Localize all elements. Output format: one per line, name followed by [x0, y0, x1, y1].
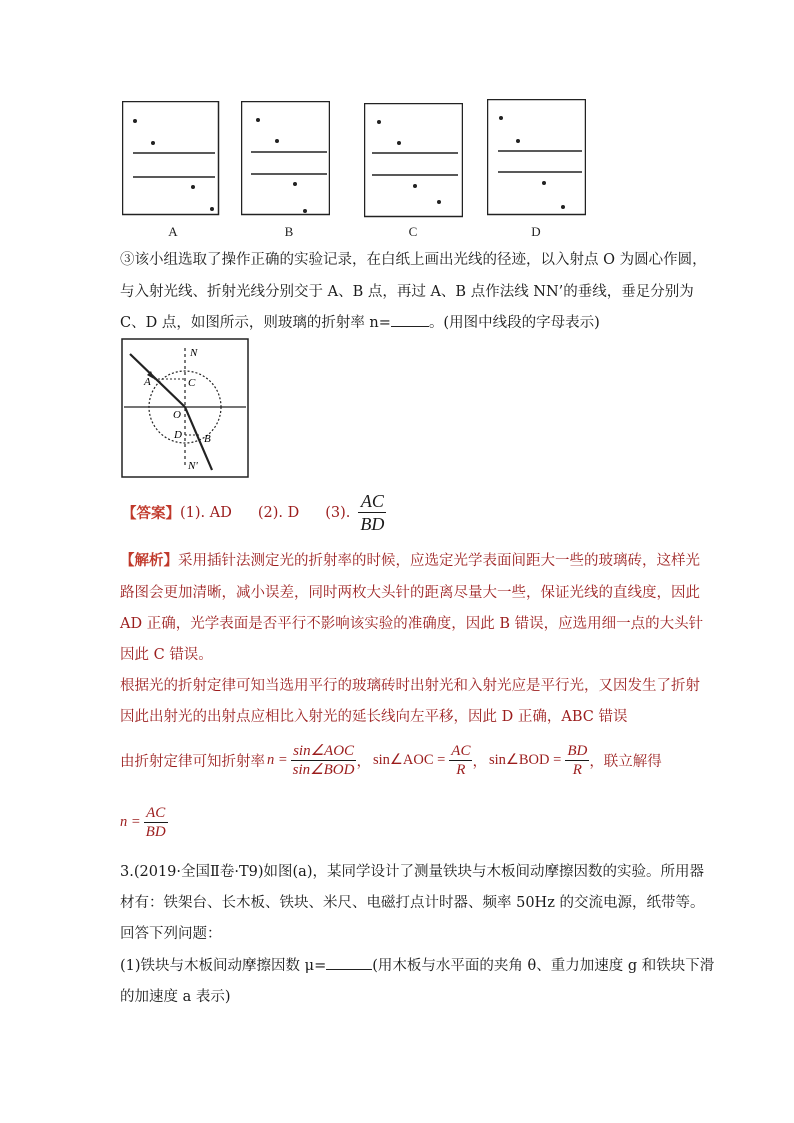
- final-result: [120, 804, 168, 841]
- label-n: N: [190, 347, 198, 359]
- frac-2-num: AC: [451, 743, 471, 759]
- analysis-line-2: 路图会更加清晰，减小误差，同时两枚大头针的距离尽量大一些，保证光线的直线度，因此: [120, 585, 700, 601]
- refraction-figure: [120, 338, 250, 484]
- question-3-line-5: 的加速度 a 表示): [120, 989, 231, 1005]
- derivation-frac-2: [449, 742, 472, 779]
- label-c: C: [188, 377, 196, 389]
- label-a: A: [144, 376, 151, 388]
- final-frac-den: BD: [145, 824, 166, 840]
- panel-label-b: B: [284, 224, 294, 239]
- derivation-sep-2: ，: [472, 754, 487, 770]
- panel-a-figure: [122, 101, 220, 216]
- question-3-line-4-text: (1)铁块与木板间动摩擦因数 μ=: [120, 958, 327, 974]
- answer-frac-den: BD: [360, 514, 385, 534]
- answer-2: (2). D: [257, 504, 300, 521]
- analysis-tag: 【解析】: [120, 552, 178, 569]
- q3-line-3: [120, 312, 600, 333]
- answer-1: (1). AD: [180, 504, 232, 521]
- analysis-line-5: 根据光的折射定律可知当选用平行的玻璃砖时出射光和入射光应是平行光，又因发生了折射: [120, 678, 700, 694]
- q3-line-3-text: C、D 点，如图所示，则玻璃的折射率 n=: [120, 315, 391, 331]
- derivation-sin-aoc: sin∠AOC =: [372, 752, 446, 768]
- final-n: n =: [120, 814, 141, 830]
- panel-c-figure: [364, 103, 463, 218]
- derivation-sep-1: ，: [356, 754, 371, 770]
- analysis-line-4: 因此 C 错误。: [120, 647, 213, 663]
- derivation-sin-bod: sin∠BOD =: [488, 752, 562, 768]
- question-3-line-2: 材有：铁架台、长木板、铁块、米尺、电磁打点计时器、频率 50Hz 的交流电源，纸带等。: [120, 895, 705, 911]
- frac-3-den: R: [572, 762, 582, 778]
- option-panel-b: [241, 101, 330, 216]
- derivation-suffix: ，联立解得: [589, 754, 662, 770]
- answer-3-label: (3).: [325, 504, 351, 521]
- answer-tag: 【答案】: [122, 505, 180, 522]
- q3-line-1: ③该小组选取了操作正确的实验记录，在白纸上画出光线的径迹，以入射点 O 为圆心作圆，: [120, 252, 707, 268]
- option-panel-d: [487, 99, 586, 216]
- analysis-line-1-text: 采用插针法测定光的折射率的时候，应选定光学表面间距大一些的玻璃砖，这样光: [178, 553, 700, 569]
- refraction-diagram: [120, 338, 250, 480]
- answer-blank: [391, 312, 429, 327]
- question-3-line-3: 回答下列问题：: [120, 926, 222, 942]
- frac-1-num: sin∠AOC: [291, 742, 357, 761]
- analysis-line-1: [120, 551, 700, 571]
- derivation-prefix: 由折射定律可知折射率: [120, 754, 265, 770]
- answer-frac-num: AC: [358, 490, 386, 513]
- frac-2-den: R: [456, 762, 466, 778]
- panel-label-a: A: [168, 224, 178, 239]
- q3-line-3-tail: 。(用图中线段的字母表示): [428, 315, 600, 331]
- question-3-line-1: 3.(2019·全国Ⅱ卷·T9)如图(a)，某同学设计了测量铁块与木板间动摩擦因数的实验。所用器: [120, 864, 704, 880]
- panel-d-figure: [487, 99, 586, 216]
- label-b: B: [204, 433, 211, 445]
- label-n-prime: N': [188, 460, 198, 472]
- frac-1-den: sin∠BOD: [292, 762, 355, 778]
- panel-label-c: C: [408, 224, 418, 239]
- analysis-line-6: 因此出射光的出射点应相比入射光的延长线向左平移，因此 D 正确，ABC 错误: [120, 709, 628, 725]
- option-panel-c: [364, 103, 463, 218]
- label-o: O: [173, 409, 181, 421]
- answer-3-fraction: [358, 490, 386, 535]
- final-frac-num: AC: [144, 804, 168, 823]
- mu-answer-blank: [326, 955, 372, 970]
- derivation-n: n =: [267, 752, 288, 768]
- q3-line-2: 与入射光线、折射光线分别交于 A、B 点，再过 A、B 点作法线 NN’的垂线，垂足分别为: [120, 284, 694, 300]
- label-d: D: [174, 429, 182, 441]
- option-panel-a: [122, 101, 220, 216]
- analysis-line-3: AD 正确，光学表面是否平行不影响该实验的准确度，因此 B 错误，应选用细一点的大头针: [120, 616, 704, 632]
- derivation-row: [120, 742, 662, 779]
- answer-row: [122, 490, 386, 535]
- panel-label-d: D: [531, 224, 541, 239]
- question-3-line-4: [120, 955, 714, 976]
- question-3-line-4-tail: (用木板与水平面的夹角 θ、重力加速度 g 和铁块下滑: [372, 958, 715, 974]
- final-fraction: [144, 804, 168, 841]
- panel-b-figure: [241, 101, 330, 216]
- frac-3-num: BD: [567, 743, 588, 759]
- derivation-frac-1: [291, 742, 357, 779]
- derivation-frac-3: [565, 742, 589, 779]
